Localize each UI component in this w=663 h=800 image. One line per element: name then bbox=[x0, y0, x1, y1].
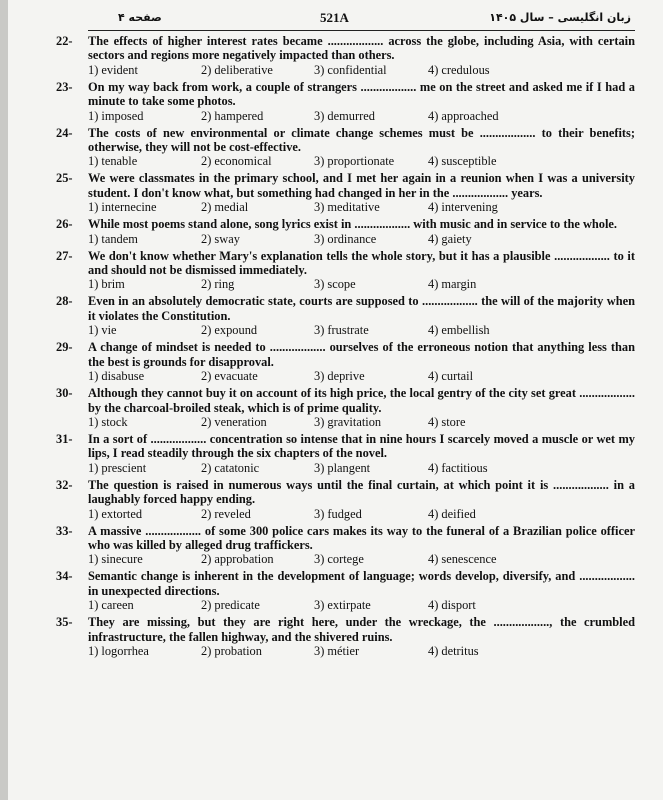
answer-option-3: 3) proportionate bbox=[314, 154, 395, 169]
question-item bbox=[56, 615, 635, 659]
answer-option-1: 1) careen bbox=[88, 598, 134, 613]
question-item bbox=[56, 569, 635, 613]
question-number: 34- bbox=[56, 569, 73, 584]
question-number: 30- bbox=[56, 386, 73, 401]
answer-option-1: 1) logorrhea bbox=[88, 643, 149, 658]
answer-option-2: 2) medial bbox=[201, 200, 249, 215]
question-stem: Even in an absolutely democratic state, courts are supposed to .................. the will of the majority when it violates the Constitution. bbox=[88, 294, 635, 323]
question-stem: A change of mindset is needed to .................. ourselves of the erroneous notion that anything less than the best is grounds for disapproval. bbox=[88, 340, 635, 369]
answer-option-4: 4) margin bbox=[428, 277, 477, 292]
question-number: 23- bbox=[56, 79, 73, 94]
question-item bbox=[56, 431, 635, 476]
question-number: 32- bbox=[56, 477, 73, 492]
answer-option-2: 2) evacuate bbox=[201, 369, 258, 384]
question-stem: In a sort of .................. concentration so intense that in nine hours I scarcely moved a muscle or wet my lips, I read steadily through the six chapters of the novel. bbox=[88, 431, 635, 461]
question-number: 29- bbox=[56, 340, 73, 355]
answer-option-3: 3) cortege bbox=[314, 552, 364, 567]
answer-option-4: 4) susceptible bbox=[428, 154, 497, 169]
question-number: 35- bbox=[56, 615, 73, 630]
answer-option-4: 4) disport bbox=[428, 598, 476, 613]
question-stem: A massive .................. of some 300 police cars makes its way to the funeral of a Brazilian police officer who was killed by alleged drug traffickers. bbox=[88, 523, 635, 552]
question-item bbox=[56, 34, 635, 78]
question-stem: We were classmates in the primary school, and I met her again in a reunion when I was a university student. I don't know what, but something had changed in her in the .................. years. bbox=[88, 171, 635, 200]
answer-option-4: 4) approached bbox=[428, 108, 499, 123]
question-item bbox=[56, 340, 635, 384]
answer-options bbox=[88, 323, 635, 338]
answer-option-1: 1) tandem bbox=[88, 231, 138, 246]
question-list bbox=[56, 34, 635, 659]
answer-option-3: 3) demurred bbox=[314, 108, 375, 123]
answer-options bbox=[88, 232, 635, 247]
answer-option-2: 2) economical bbox=[201, 154, 272, 169]
page-number-label: صفحه ۴ bbox=[118, 11, 162, 24]
question-number: 26- bbox=[56, 217, 73, 232]
answer-option-3: 3) deprive bbox=[314, 369, 365, 384]
question-stem: Semantic change is inherent in the development of language; words develop, diversify, and .................. in unexpected directions. bbox=[88, 569, 635, 598]
answer-option-4: 4) embellish bbox=[428, 323, 490, 338]
question-stem: While most poems stand alone, song lyrics exist in .................. with music and in service to the whole. bbox=[88, 217, 618, 232]
answer-option-4: 4) store bbox=[428, 414, 466, 429]
page-header bbox=[88, 8, 635, 30]
question-stem: The effects of higher interest rates became .................. across the globe, including Asia, with certain sectors and regions more negatively impacted than others. bbox=[88, 34, 635, 63]
answer-option-1: 1) disabuse bbox=[88, 369, 145, 384]
header-rule bbox=[88, 30, 635, 31]
answer-options bbox=[88, 461, 635, 476]
answer-option-2: 2) predicate bbox=[201, 598, 260, 613]
answer-option-1: 1) stock bbox=[88, 414, 128, 429]
question-stem: On my way back from work, a couple of strangers .................. me on the street and asked me if I had a minute to take some photos. bbox=[88, 79, 635, 109]
answer-option-3: 3) métier bbox=[314, 643, 360, 658]
question-stem: They are missing, but they are right here, under the wreckage, the .................., the crumbled infrastructure, the fallen highway, and the shivered ruins. bbox=[88, 615, 635, 644]
question-item bbox=[56, 477, 635, 522]
question-item bbox=[56, 386, 635, 430]
answer-option-1: 1) brim bbox=[88, 277, 125, 292]
answer-option-2: 2) hampered bbox=[201, 108, 264, 123]
question-item bbox=[56, 125, 635, 170]
answer-option-3: 3) extirpate bbox=[314, 598, 371, 613]
answer-option-4: 4) curtail bbox=[428, 369, 474, 384]
question-number: 27- bbox=[56, 248, 73, 263]
answer-option-3: 3) plangent bbox=[314, 460, 371, 475]
answer-option-3: 3) gravitation bbox=[314, 414, 382, 429]
answer-option-1: 1) prescient bbox=[88, 460, 147, 475]
answer-option-3: 3) fudged bbox=[314, 506, 362, 521]
answer-option-3: 3) frustrate bbox=[314, 323, 369, 338]
answer-option-3: 3) meditative bbox=[314, 200, 380, 215]
answer-option-4: 4) senescence bbox=[428, 552, 497, 567]
answer-options bbox=[88, 109, 635, 124]
answer-options bbox=[88, 277, 635, 292]
answer-option-1: 1) sinecure bbox=[88, 552, 143, 567]
answer-option-1: 1) imposed bbox=[88, 108, 144, 123]
question-number: 28- bbox=[56, 294, 73, 309]
answer-options bbox=[88, 200, 635, 215]
question-item bbox=[56, 294, 635, 338]
answer-option-2: 2) expound bbox=[201, 323, 258, 338]
answer-options bbox=[88, 644, 635, 659]
answer-option-4: 4) gaiety bbox=[428, 231, 472, 246]
answer-option-2: 2) approbation bbox=[201, 552, 274, 567]
question-number: 31- bbox=[56, 431, 73, 446]
answer-options bbox=[88, 415, 635, 430]
answer-options bbox=[88, 154, 635, 169]
question-stem: Although they cannot buy it on account of its high price, the local gentry of the city set great .................. by the charcoal-broiled steak, which is of prime quality. bbox=[88, 386, 635, 415]
answer-option-4: 4) intervening bbox=[428, 200, 498, 215]
answer-option-2: 2) reveled bbox=[201, 506, 251, 521]
answer-option-3: 3) scope bbox=[314, 277, 356, 292]
question-number: 25- bbox=[56, 171, 73, 186]
question-number: 24- bbox=[56, 125, 73, 140]
answer-option-1: 1) internecine bbox=[88, 200, 157, 215]
answer-option-1: 1) vie bbox=[88, 323, 117, 338]
question-item bbox=[56, 248, 635, 293]
question-item bbox=[56, 171, 635, 215]
answer-option-4: 4) factitious bbox=[428, 460, 488, 475]
question-number: 33- bbox=[56, 523, 73, 538]
question-item bbox=[56, 79, 635, 124]
question-stem: We don't know whether Mary's explanation tells the whole story, but it has a plausible .................. to it and should not be dismissed immediately. bbox=[88, 248, 635, 278]
question-stem: The costs of new environmental or climate change schemes must be .................. to their benefits; otherwise, they will not be cost-effective. bbox=[88, 125, 635, 155]
answer-options bbox=[88, 369, 635, 384]
answer-option-2: 2) ring bbox=[201, 277, 235, 292]
answer-option-1: 1) extorted bbox=[88, 506, 143, 521]
answer-option-1: 1) tenable bbox=[88, 154, 138, 169]
answer-option-2: 2) probation bbox=[201, 643, 262, 658]
answer-option-2: 2) sway bbox=[201, 231, 240, 246]
answer-option-4: 4) deified bbox=[428, 506, 476, 521]
question-item bbox=[56, 217, 635, 246]
answer-option-2: 2) catatonic bbox=[201, 460, 260, 475]
answer-options bbox=[88, 507, 635, 522]
question-stem: The question is raised in numerous ways until the final curtain, at which point it is .................. in a laughably forced happy ending. bbox=[88, 477, 635, 507]
answer-option-4: 4) credulous bbox=[428, 62, 490, 77]
booklet-code: 521A bbox=[320, 10, 349, 25]
answer-options bbox=[88, 598, 635, 613]
answer-option-2: 2) veneration bbox=[201, 414, 267, 429]
answer-option-2: 2) deliberative bbox=[201, 62, 273, 77]
scan-edge bbox=[0, 0, 8, 800]
subject-title: زبان انگلیسی – سال ۱۴۰۵ bbox=[489, 11, 631, 24]
answer-option-3: 3) ordinance bbox=[314, 231, 377, 246]
question-item bbox=[56, 523, 635, 568]
question-number: 22- bbox=[56, 34, 73, 48]
answer-option-1: 1) evident bbox=[88, 62, 138, 77]
answer-option-4: 4) detritus bbox=[428, 643, 479, 658]
answer-options bbox=[88, 552, 635, 567]
answer-options bbox=[88, 63, 635, 78]
answer-option-3: 3) confidential bbox=[314, 62, 387, 77]
